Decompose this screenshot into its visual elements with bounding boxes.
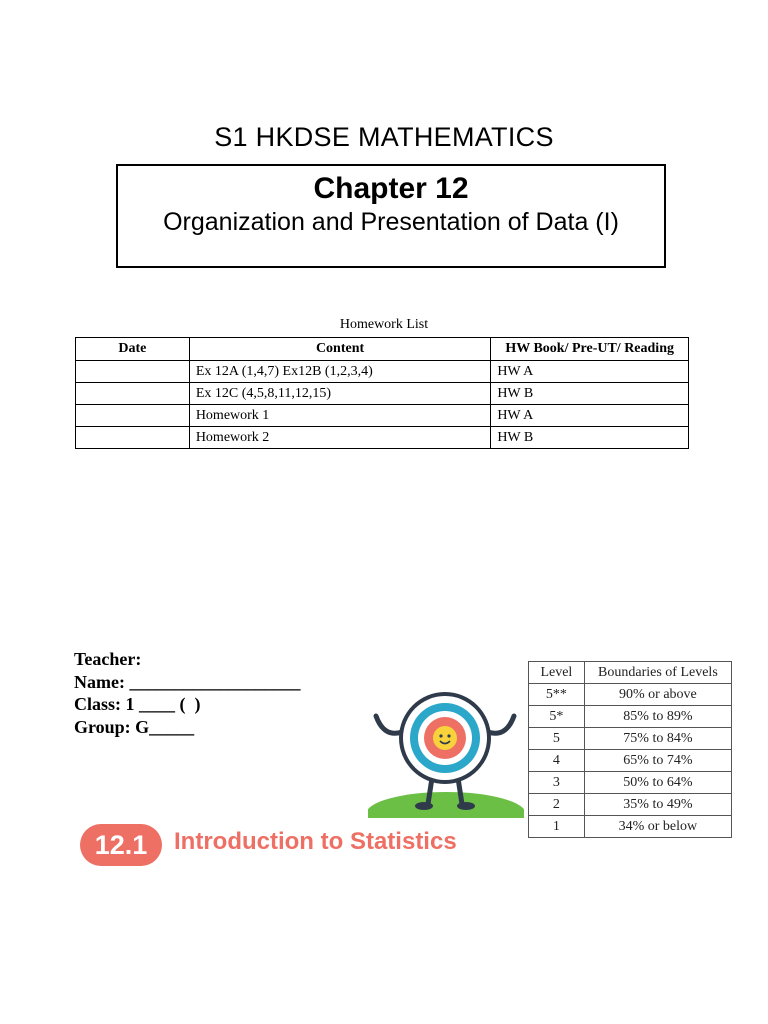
homework-caption: Homework List [339, 317, 429, 332]
boundary-cell: 34% or below [584, 816, 731, 838]
date-cell [76, 427, 190, 449]
name-field: Name: ___________________ [74, 671, 301, 692]
table-row [529, 794, 732, 816]
table-row [76, 405, 689, 427]
table-row [76, 427, 689, 449]
date-cell [76, 361, 190, 383]
homework-table [75, 337, 689, 449]
boundary-cell: 35% to 49% [584, 794, 731, 816]
teacher-label: Teacher: [74, 649, 142, 669]
table-row [529, 728, 732, 750]
boundary-cell: 75% to 84% [584, 728, 731, 750]
column-header-date: Date [76, 338, 190, 361]
level-cell: 4 [529, 750, 585, 772]
book-cell: HW B [491, 427, 689, 449]
target-mascot-icon [368, 686, 524, 818]
column-header-content: Content [189, 338, 491, 361]
levels-table [528, 661, 732, 838]
section-banner [80, 822, 500, 868]
content-cell: Ex 12C (4,5,8,11,12,15) [189, 383, 491, 405]
table-row [529, 816, 732, 838]
chapter-title: Chapter 12 [313, 172, 469, 205]
class-field: Class: 1 ____ ( ) [74, 694, 201, 714]
homework-header-row [76, 338, 689, 361]
content-cell: Homework 2 [189, 427, 491, 449]
book-cell: HW A [491, 361, 689, 383]
section-number-badge: 12.1 [80, 824, 162, 866]
section-title: Introduction to Statistics [174, 828, 457, 855]
table-row [529, 706, 732, 728]
date-cell [76, 405, 190, 427]
boundary-cell: 85% to 89% [584, 706, 731, 728]
boundary-cell: 90% or above [584, 684, 731, 706]
content-cell: Ex 12A (1,4,7) Ex12B (1,2,3,4) [189, 361, 491, 383]
level-cell: 2 [529, 794, 585, 816]
level-cell: 3 [529, 772, 585, 794]
group-field: Group: G_____ [74, 716, 195, 737]
grass-mound [368, 792, 524, 818]
table-row [529, 772, 732, 794]
column-header-book: HW Book/ Pre-UT/ Reading [491, 338, 689, 361]
level-cell: 5** [529, 684, 585, 706]
levels-header-row [529, 662, 732, 684]
column-header-level: Level [529, 662, 585, 684]
table-row [76, 361, 689, 383]
level-cell: 5* [529, 706, 585, 728]
book-cell: HW A [491, 405, 689, 427]
level-cell: 5 [529, 728, 585, 750]
table-row [529, 750, 732, 772]
level-cell: 1 [529, 816, 585, 838]
course-title: S1 HKDSE MATHEMATICS [214, 122, 554, 152]
content-cell: Homework 1 [189, 405, 491, 427]
student-info [74, 648, 300, 738]
book-cell: HW B [491, 383, 689, 405]
table-row [76, 383, 689, 405]
table-row [529, 684, 732, 706]
boundary-cell: 50% to 64% [584, 772, 731, 794]
date-cell [76, 383, 190, 405]
column-header-boundary: Boundaries of Levels [584, 662, 731, 684]
chapter-box [116, 164, 666, 268]
boundary-cell: 65% to 74% [584, 750, 731, 772]
chapter-subtitle: Organization and Presentation of Data (I) [163, 208, 619, 236]
